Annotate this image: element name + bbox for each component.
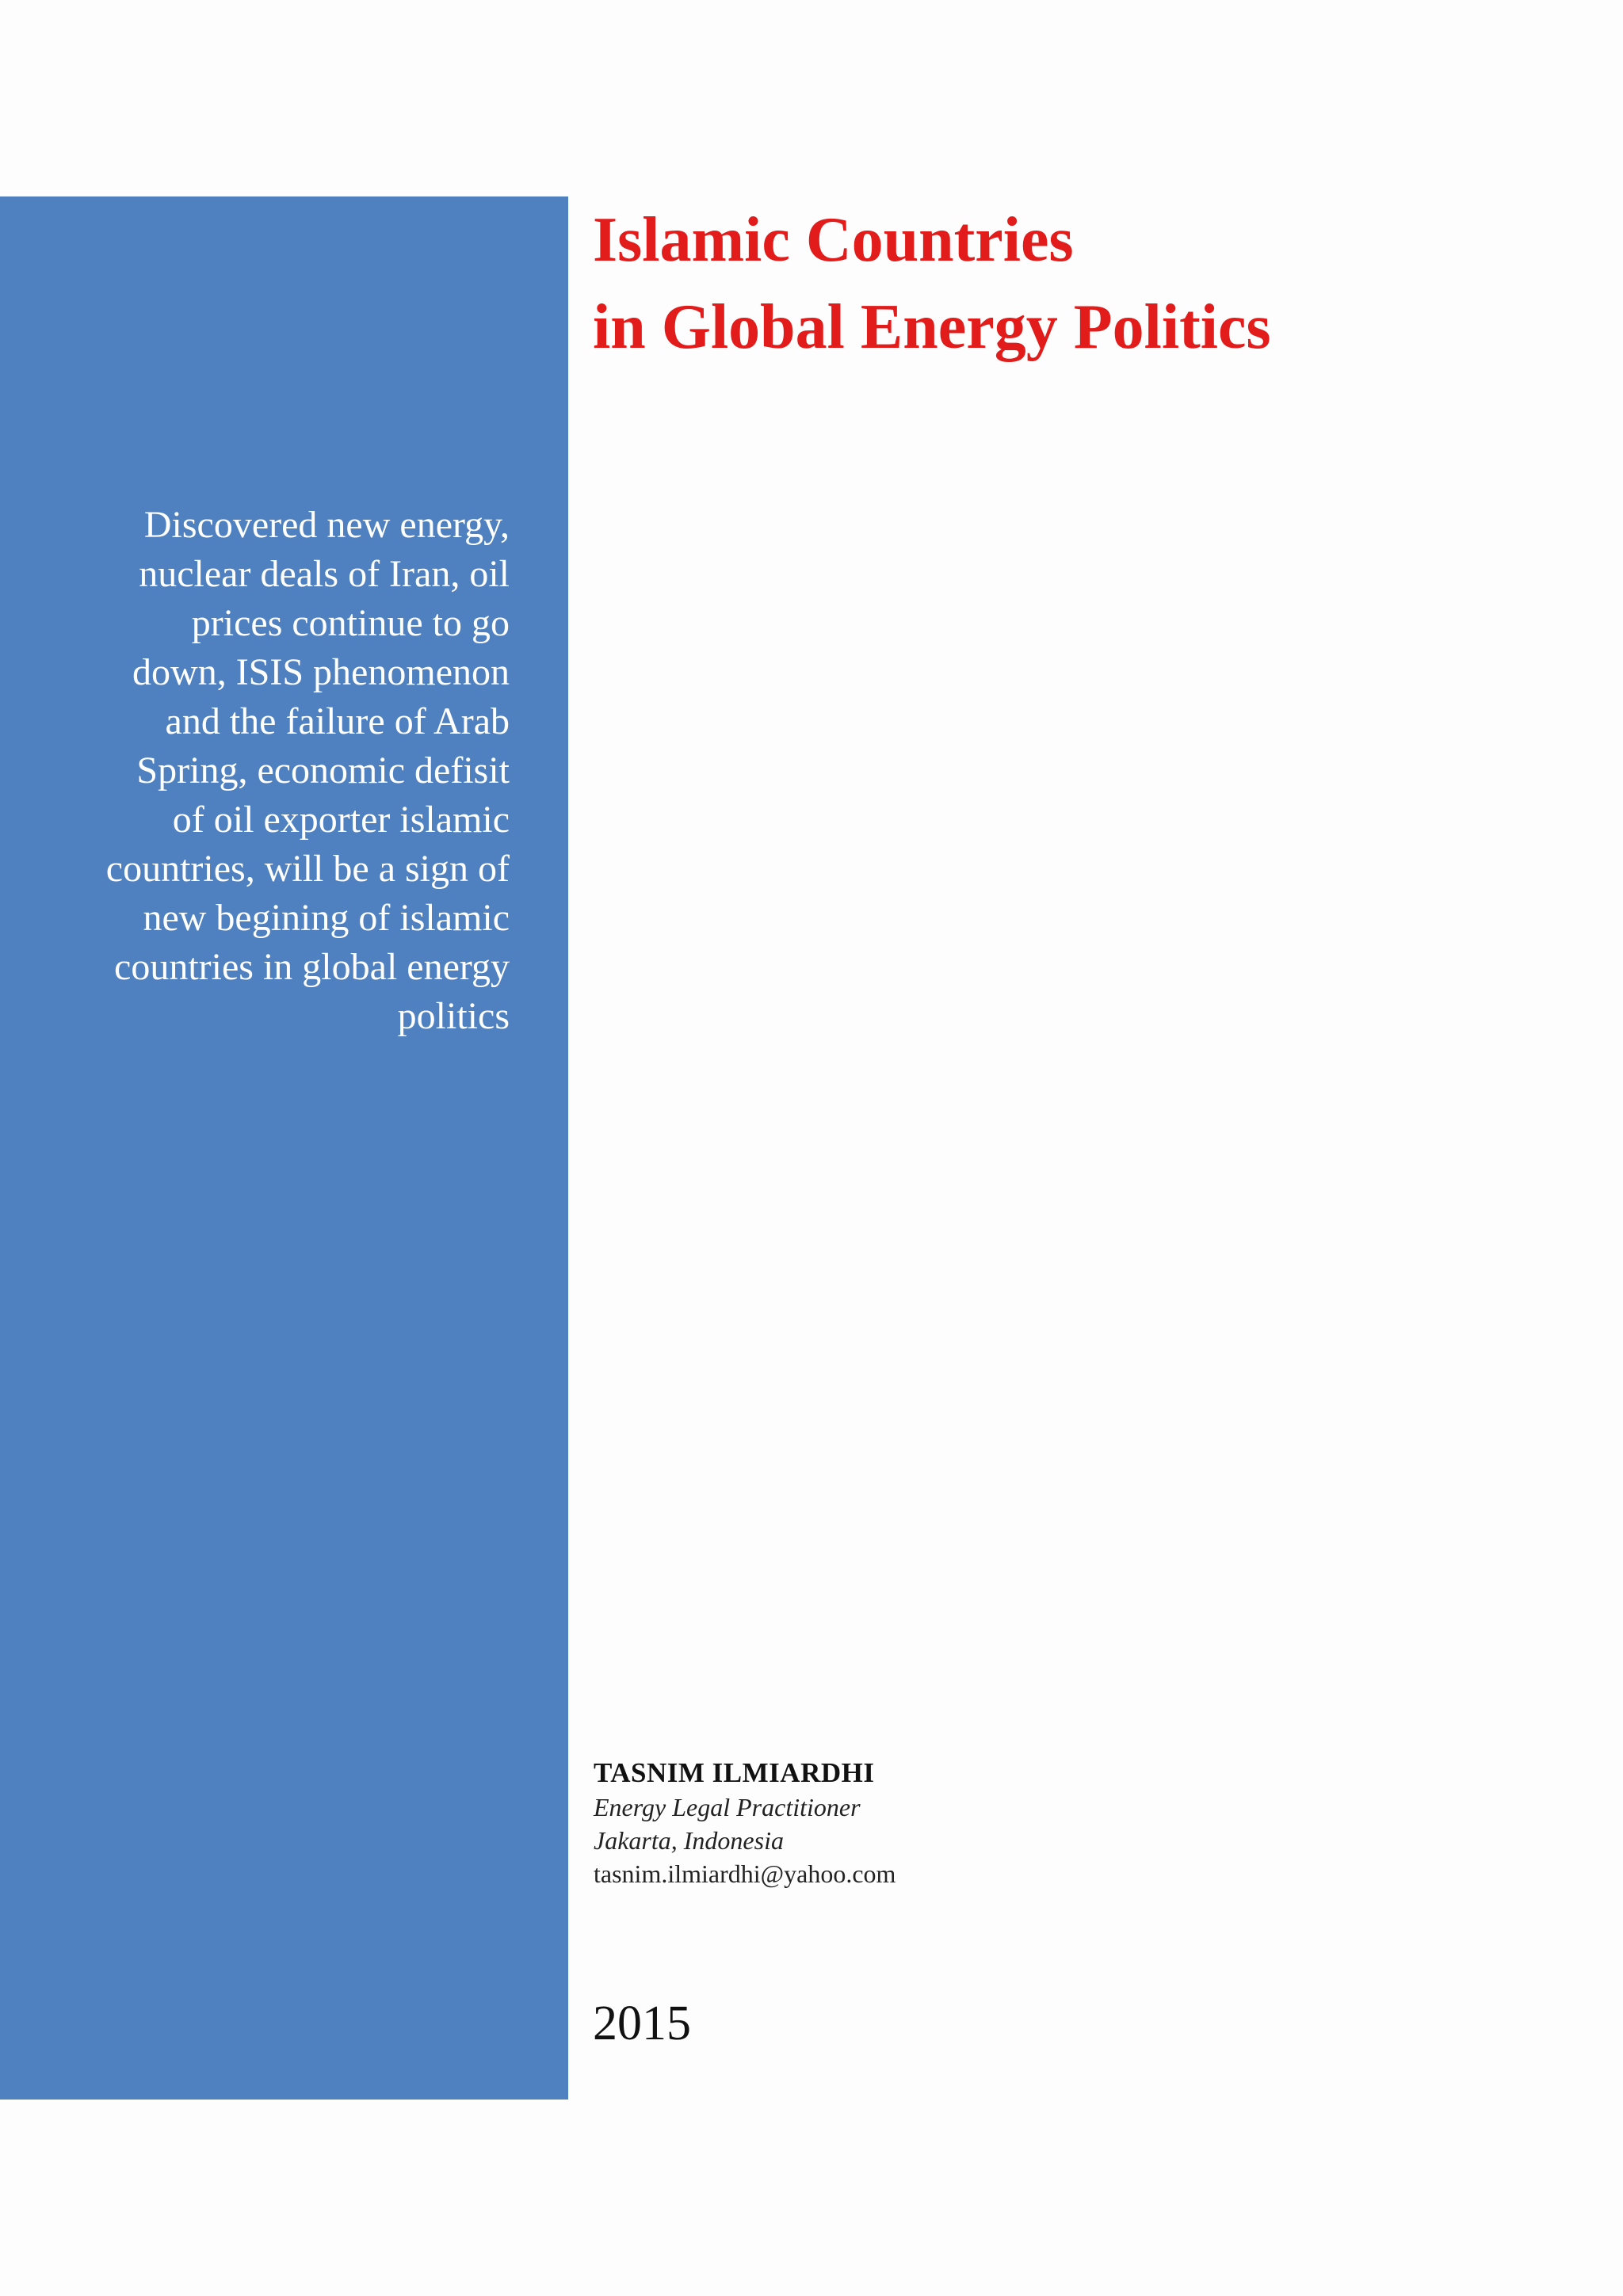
author-location: Jakarta, Indonesia <box>594 1826 784 1855</box>
author-email: tasnim.ilmiardhi@yahoo.com <box>594 1859 896 1888</box>
publication-year: 2015 <box>593 1997 691 2050</box>
blue-side-panel <box>0 196 568 2100</box>
cover-summary <box>48 501 510 1041</box>
summary-line: nuclear deals of Iran, oil <box>139 553 510 595</box>
summary-line: down, ISIS phenomenon <box>132 651 510 693</box>
summary-line: Spring, economic defisit <box>136 749 510 791</box>
title-line-2: in Global Energy Politics <box>593 292 1271 362</box>
summary-line: politics <box>397 995 510 1037</box>
summary-line: countries in global energy <box>114 946 510 988</box>
title-line-1: Islamic Countries <box>593 205 1074 275</box>
document-title <box>593 196 1271 371</box>
summary-line: new begining of islamic <box>143 897 510 939</box>
summary-line: prices continue to go <box>191 602 510 644</box>
summary-line: Discovered new energy, <box>143 504 510 546</box>
summary-line: countries, will be a sign of <box>105 848 510 890</box>
author-name: TASNIM ILMIARDHI <box>594 1757 875 1788</box>
author-role: Energy Legal Practitioner <box>594 1793 861 1821</box>
summary-line: and the failure of Arab <box>165 700 510 742</box>
summary-line: of oil exporter islamic <box>172 799 510 841</box>
author-block <box>594 1756 896 1890</box>
